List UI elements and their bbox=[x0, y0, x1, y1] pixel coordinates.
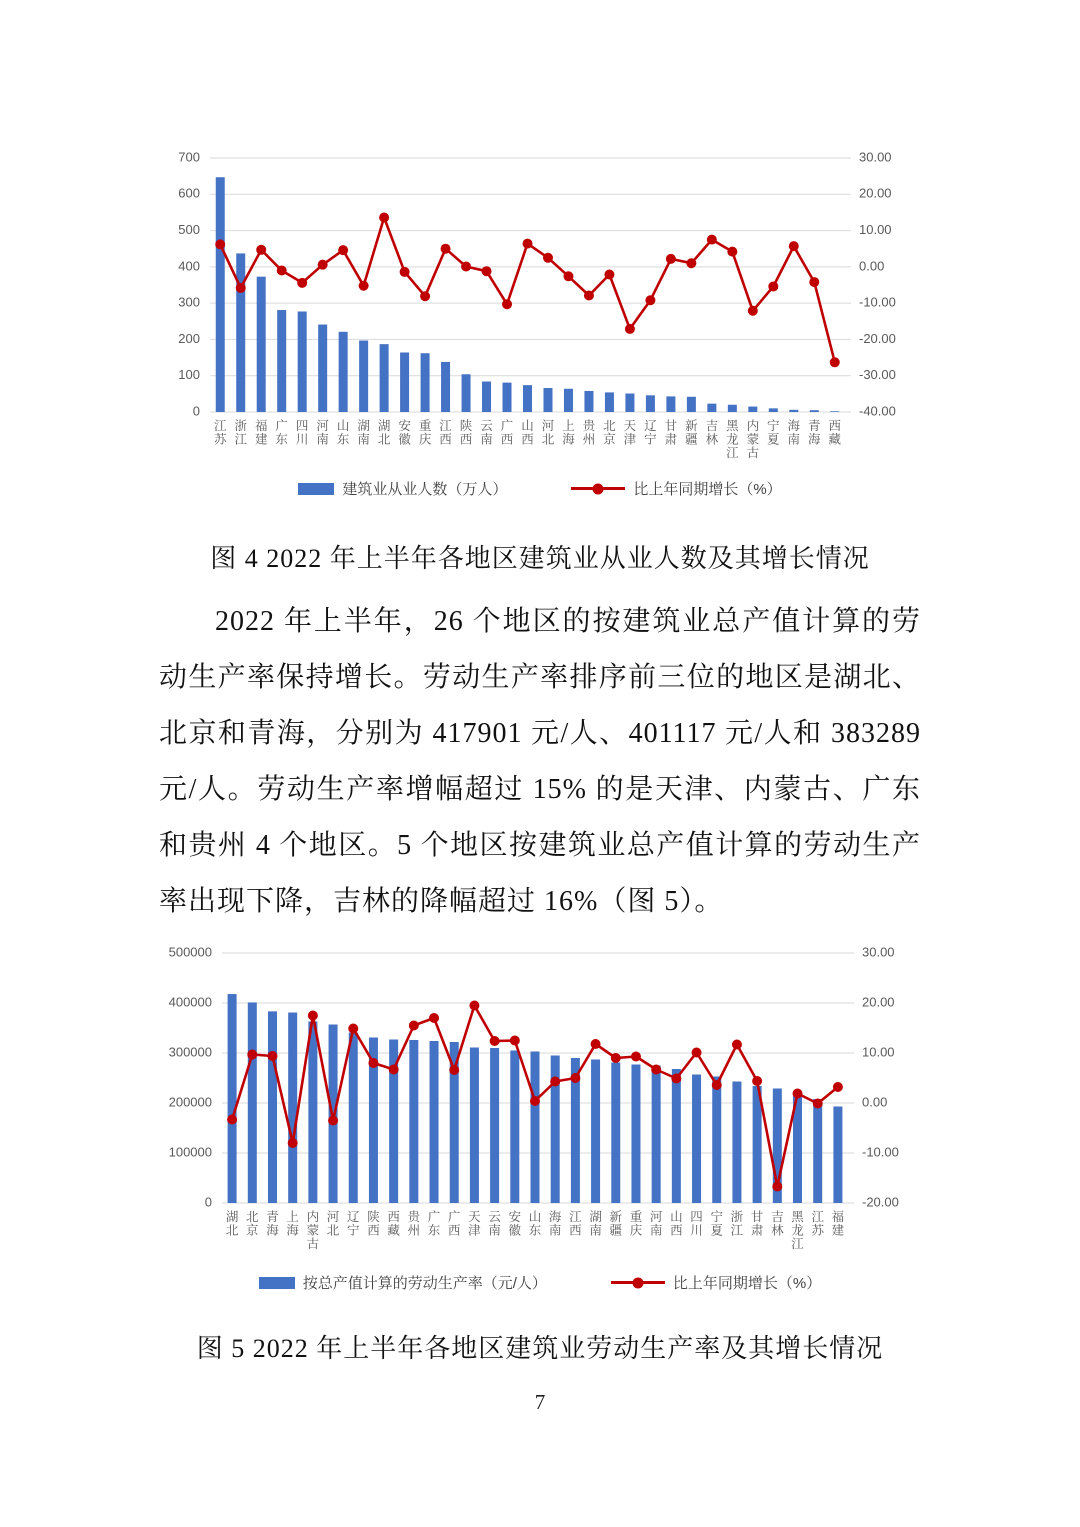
bar bbox=[248, 1002, 257, 1203]
category-label: 福建 bbox=[831, 1210, 845, 1238]
left-axis-tick: 400 bbox=[178, 258, 200, 274]
line-marker bbox=[277, 265, 287, 275]
category-label: 福建 bbox=[254, 419, 268, 447]
line-marker bbox=[712, 1080, 722, 1090]
line-marker bbox=[591, 1039, 601, 1049]
category-label: 河北 bbox=[326, 1210, 340, 1238]
bar bbox=[441, 362, 450, 412]
bar bbox=[672, 1069, 681, 1203]
bar bbox=[380, 344, 389, 412]
bar bbox=[692, 1075, 701, 1204]
bar bbox=[470, 1048, 479, 1204]
left-axis-tick: 300000 bbox=[168, 1044, 212, 1060]
line-marker bbox=[809, 277, 819, 287]
left-axis-tick: 300 bbox=[178, 294, 200, 310]
left-axis-tick: 700 bbox=[178, 149, 200, 165]
category-label: 青海 bbox=[808, 419, 821, 447]
line-marker bbox=[830, 357, 840, 367]
line-marker bbox=[236, 283, 246, 293]
category-label: 湖南 bbox=[357, 419, 370, 447]
line-marker bbox=[502, 299, 512, 309]
category-label: 云南 bbox=[488, 1210, 501, 1238]
line-marker bbox=[461, 261, 471, 271]
category-label: 河南 bbox=[649, 1210, 663, 1238]
bar bbox=[400, 352, 409, 412]
right-axis-tick: -20.00 bbox=[859, 330, 896, 346]
figure5-legend bbox=[160, 1272, 920, 1293]
category-labels bbox=[226, 1209, 845, 1251]
legend-bar-label: 建筑业从业人数（万人） bbox=[342, 481, 508, 498]
bar-legend-swatch-icon bbox=[259, 1277, 295, 1289]
line-marker bbox=[645, 295, 655, 305]
category-label: 河北 bbox=[541, 419, 555, 447]
category-label: 吉林 bbox=[771, 1210, 784, 1238]
line-marker bbox=[510, 1036, 520, 1046]
bar bbox=[830, 411, 839, 412]
bar bbox=[216, 177, 225, 412]
left-axis-tick: 0 bbox=[204, 1194, 212, 1210]
right-axis-tick: 30.00 bbox=[859, 149, 892, 165]
category-label: 天津 bbox=[623, 419, 637, 447]
line-marker bbox=[368, 1058, 378, 1068]
line-marker bbox=[420, 291, 430, 301]
paragraph-line: 元/人。劳动生产率增幅超过 15% 的是天津、内蒙古、广东 bbox=[159, 774, 921, 805]
bar bbox=[666, 396, 675, 412]
category-label: 内蒙古 bbox=[306, 1210, 320, 1251]
legend-item-bar bbox=[298, 478, 507, 499]
line-legend-swatch-icon bbox=[611, 1281, 665, 1284]
category-label: 湖南 bbox=[589, 1210, 602, 1238]
line-marker bbox=[449, 1065, 459, 1075]
line-marker bbox=[625, 324, 635, 334]
line-marker bbox=[732, 1040, 742, 1050]
bar bbox=[359, 341, 368, 412]
right-axis-tick: 0.00 bbox=[862, 1094, 888, 1110]
bar bbox=[631, 1065, 640, 1204]
right-axis-tick: 30.00 bbox=[862, 944, 895, 960]
line-marker bbox=[482, 266, 492, 276]
category-label: 辽宁 bbox=[347, 1210, 360, 1238]
category-label: 浙江 bbox=[234, 419, 247, 447]
category-label: 新疆 bbox=[609, 1210, 623, 1238]
left-axis-tick: 400000 bbox=[168, 994, 212, 1010]
category-label: 江西 bbox=[439, 419, 452, 447]
category-label: 北京 bbox=[603, 419, 616, 447]
category-label: 江西 bbox=[569, 1210, 582, 1238]
category-label: 陕西 bbox=[459, 419, 473, 447]
employment-combo-chart bbox=[160, 140, 920, 472]
category-label: 山东 bbox=[528, 1210, 542, 1238]
category-label: 广西 bbox=[500, 419, 514, 447]
bar bbox=[349, 1033, 358, 1204]
category-label: 河南 bbox=[316, 419, 329, 447]
bar bbox=[490, 1048, 499, 1203]
bar bbox=[564, 389, 573, 412]
line-marker bbox=[490, 1036, 500, 1046]
category-label: 天津 bbox=[468, 1210, 481, 1238]
line-marker bbox=[389, 1065, 399, 1075]
category-label: 上海 bbox=[286, 1210, 299, 1238]
line-marker bbox=[570, 1073, 580, 1083]
line-marker bbox=[328, 1116, 338, 1126]
line-marker bbox=[523, 239, 533, 249]
left-axis-tick: 200 bbox=[178, 330, 200, 346]
bar bbox=[769, 408, 778, 412]
line-marker bbox=[651, 1065, 661, 1075]
legend-line-label: 比上年同期增长（%） bbox=[672, 1275, 822, 1292]
productivity-combo-chart bbox=[160, 935, 920, 1270]
category-label: 浙江 bbox=[730, 1210, 744, 1238]
left-axis-tick: 500000 bbox=[168, 944, 212, 960]
line-marker-icon bbox=[632, 1277, 643, 1288]
right-axis-tick: -30.00 bbox=[859, 367, 896, 383]
legend-item-bar bbox=[259, 1272, 547, 1293]
right-axis-tick: 0.00 bbox=[859, 258, 885, 274]
bar bbox=[810, 410, 819, 412]
category-label: 重庆 bbox=[418, 419, 432, 447]
line-marker bbox=[833, 1082, 843, 1092]
line-marker bbox=[631, 1052, 641, 1062]
bar-series bbox=[216, 177, 840, 412]
right-axis-tick: 10.00 bbox=[859, 222, 892, 238]
bar bbox=[611, 1063, 620, 1204]
line-marker bbox=[584, 291, 594, 301]
bar bbox=[228, 994, 237, 1203]
category-labels bbox=[214, 418, 842, 460]
line-marker bbox=[227, 1115, 237, 1125]
left-axis-tick: 500 bbox=[178, 222, 200, 238]
bar bbox=[503, 383, 512, 412]
category-label: 安徽 bbox=[398, 419, 411, 447]
line-marker bbox=[543, 253, 553, 263]
bar bbox=[728, 405, 737, 412]
line-marker bbox=[550, 1077, 560, 1087]
right-axis-tick: -10.00 bbox=[859, 294, 896, 310]
bar bbox=[430, 1041, 439, 1203]
line-marker bbox=[297, 278, 307, 288]
bar bbox=[257, 277, 266, 412]
figure4-legend bbox=[160, 478, 920, 499]
bar bbox=[308, 1022, 317, 1204]
line-marker bbox=[727, 247, 737, 257]
category-label: 贵州 bbox=[407, 1210, 421, 1238]
line-marker bbox=[379, 213, 389, 223]
figure5-caption: 图 5 2022 年上半年各地区建筑业劳动生产率及其增长情况 bbox=[196, 1334, 884, 1363]
category-label: 四川 bbox=[295, 419, 309, 447]
bar bbox=[625, 393, 634, 412]
category-label: 湖北 bbox=[225, 1210, 239, 1238]
category-label: 上海 bbox=[562, 419, 575, 447]
right-axis-tick: 20.00 bbox=[862, 994, 895, 1010]
left-axis-tick: 200000 bbox=[168, 1094, 212, 1110]
line-marker bbox=[789, 241, 799, 251]
bar bbox=[543, 388, 552, 412]
line-marker bbox=[666, 254, 676, 264]
category-label: 辽宁 bbox=[644, 419, 657, 447]
category-label: 青海 bbox=[266, 1210, 279, 1238]
bar bbox=[652, 1066, 661, 1204]
bar-legend-swatch-icon bbox=[298, 483, 334, 495]
figure5-chart bbox=[160, 935, 920, 1270]
page-number: 7 bbox=[534, 1390, 546, 1414]
bar bbox=[584, 391, 593, 412]
bar bbox=[591, 1060, 600, 1204]
line-series bbox=[215, 213, 840, 368]
category-label: 安徽 bbox=[508, 1210, 522, 1238]
category-label: 广东 bbox=[275, 419, 288, 447]
bar bbox=[510, 1051, 519, 1204]
bar bbox=[236, 253, 245, 412]
paragraph-line: 率出现下降，吉林的降幅超过 16%（图 5）。 bbox=[159, 886, 724, 917]
line-marker bbox=[318, 260, 328, 270]
category-label: 四川 bbox=[690, 1210, 703, 1238]
line-marker bbox=[429, 1013, 439, 1023]
category-label: 新疆 bbox=[685, 419, 698, 447]
figure4-caption: 图 4 2022 年上半年各地区建筑业从业人数及其增长情况 bbox=[210, 544, 870, 573]
line-marker bbox=[441, 244, 451, 254]
line-marker bbox=[469, 1001, 479, 1011]
bar bbox=[813, 1099, 822, 1203]
bar bbox=[277, 310, 286, 412]
category-label: 宁夏 bbox=[767, 419, 780, 447]
legend-item-line bbox=[611, 1272, 821, 1293]
category-label: 内蒙古 bbox=[746, 419, 760, 460]
line-marker bbox=[768, 281, 778, 291]
right-axis-tick: 20.00 bbox=[859, 185, 892, 201]
bar bbox=[646, 395, 655, 412]
line-marker bbox=[359, 281, 369, 291]
line-marker-icon bbox=[593, 483, 604, 494]
line-marker bbox=[707, 235, 717, 245]
category-label: 广西 bbox=[447, 1210, 461, 1238]
category-label: 重庆 bbox=[629, 1210, 643, 1238]
category-label: 贵州 bbox=[582, 419, 596, 447]
line-marker bbox=[692, 1048, 702, 1058]
line-marker bbox=[772, 1182, 782, 1192]
category-label: 甘肃 bbox=[750, 1210, 764, 1238]
bar bbox=[409, 1040, 418, 1203]
paragraph-line: 和贵州 4 个地区。5 个地区按建筑业总产值计算的劳动生产 bbox=[159, 830, 921, 861]
category-label: 山东 bbox=[336, 419, 350, 447]
bar bbox=[421, 353, 430, 412]
left-axis-tick: 0 bbox=[192, 403, 200, 419]
bar bbox=[605, 392, 614, 412]
category-label: 黑龙江 bbox=[791, 1210, 804, 1251]
paragraph-line: 2022 年上半年，26 个地区的按建筑业总产值计算的劳 bbox=[215, 606, 921, 637]
category-label: 广东 bbox=[427, 1210, 441, 1238]
line-marker bbox=[288, 1138, 298, 1148]
bar bbox=[833, 1107, 842, 1204]
right-axis-tick: 10.00 bbox=[862, 1044, 895, 1060]
bar bbox=[339, 332, 348, 412]
category-label: 海南 bbox=[787, 419, 801, 447]
bar bbox=[712, 1077, 721, 1204]
bar bbox=[531, 1052, 540, 1204]
line-marker bbox=[215, 239, 225, 249]
category-label: 甘肃 bbox=[664, 419, 678, 447]
line-marker bbox=[308, 1011, 318, 1021]
category-label: 陕西 bbox=[367, 1210, 380, 1238]
left-axis-tick: 100 bbox=[178, 367, 200, 383]
paragraph-line: 北京和青海，分别为 417901 元/人、401117 元/人和 383289 bbox=[159, 718, 921, 749]
line-marker bbox=[409, 1021, 419, 1031]
line-marker bbox=[671, 1074, 681, 1084]
left-axis-tick: 100000 bbox=[168, 1144, 212, 1160]
line-marker bbox=[813, 1099, 823, 1109]
category-label: 江苏 bbox=[213, 419, 227, 447]
line-marker bbox=[338, 245, 348, 255]
bar bbox=[298, 311, 307, 412]
line-marker bbox=[267, 1051, 277, 1061]
line-marker bbox=[604, 269, 614, 279]
bar bbox=[288, 1013, 297, 1204]
category-label: 云南 bbox=[480, 419, 493, 447]
line-marker bbox=[348, 1024, 358, 1034]
bar bbox=[523, 385, 532, 412]
category-label: 黑龙江 bbox=[726, 419, 739, 460]
line-marker bbox=[752, 1076, 762, 1086]
category-label: 海南 bbox=[548, 1210, 562, 1238]
category-label: 宁夏 bbox=[710, 1210, 723, 1238]
line-marker bbox=[686, 258, 696, 268]
bar bbox=[482, 382, 491, 412]
bar bbox=[687, 397, 696, 412]
bar bbox=[789, 410, 798, 412]
category-label: 湖北 bbox=[377, 419, 391, 447]
line-marker bbox=[793, 1089, 803, 1099]
bar bbox=[732, 1082, 741, 1204]
category-label: 江苏 bbox=[811, 1210, 824, 1238]
body-paragraph bbox=[159, 594, 921, 930]
line-legend-swatch-icon bbox=[571, 487, 625, 490]
bar bbox=[707, 404, 716, 412]
line-marker bbox=[748, 306, 758, 316]
category-label: 西藏 bbox=[387, 1210, 400, 1238]
category-label: 吉林 bbox=[705, 419, 719, 447]
figure4-chart bbox=[160, 140, 920, 472]
line-marker bbox=[530, 1096, 540, 1106]
right-axis-tick: -40.00 bbox=[859, 403, 896, 419]
category-label: 北京 bbox=[246, 1210, 259, 1238]
line-marker bbox=[611, 1053, 621, 1063]
paragraph-line: 动生产率保持增长。劳动生产率排序前三位的地区是湖北、 bbox=[159, 662, 921, 693]
category-label: 山西 bbox=[521, 419, 534, 447]
right-axis-tick: -20.00 bbox=[862, 1194, 899, 1210]
legend-bar-label: 按总产值计算的劳动生产率（元/人） bbox=[302, 1275, 547, 1292]
category-label: 山西 bbox=[670, 1210, 683, 1238]
line-marker bbox=[256, 245, 266, 255]
legend-line-label: 比上年同期增长（%） bbox=[633, 481, 782, 498]
bar bbox=[462, 374, 471, 412]
bar bbox=[318, 325, 327, 412]
line-marker bbox=[247, 1050, 257, 1060]
right-axis-tick: -10.00 bbox=[862, 1144, 899, 1160]
bar bbox=[748, 407, 757, 412]
legend-item-line bbox=[571, 478, 781, 499]
bar bbox=[268, 1011, 277, 1203]
left-axis-tick: 600 bbox=[178, 185, 200, 201]
line-marker bbox=[563, 271, 573, 281]
line-marker bbox=[400, 267, 410, 277]
category-label: 西藏 bbox=[828, 419, 842, 447]
